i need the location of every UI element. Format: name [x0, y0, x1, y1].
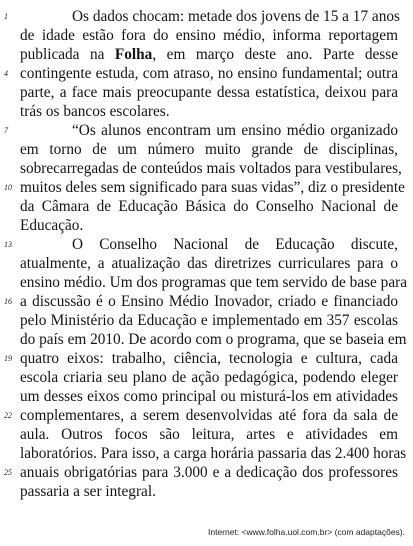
text-line: escola criaria seu plano de ação pedagógica, podendo eleger	[20, 369, 398, 386]
line-number: 25	[4, 468, 12, 477]
line-number: 19	[4, 354, 12, 363]
line-number: 13	[4, 240, 12, 249]
line-number: 10	[4, 183, 12, 192]
text-line: sobrecarregadas de conteúdos mais voltados para vestibulares,	[20, 160, 402, 177]
text-line: Educação.	[20, 217, 84, 234]
text-run: publicada na	[20, 46, 115, 63]
line-number: 4	[4, 69, 8, 78]
line-number: 1	[4, 12, 8, 21]
line-number: 7	[4, 126, 8, 135]
text-line: da Câmara de Educação Básica do Conselho Nacional de	[20, 198, 398, 215]
text-line: laboratórios. Para isso, a carga horária passaria das 2.400 horas	[20, 445, 407, 462]
text-line: um desses eixos como principal ou misturá-los em atividades	[20, 388, 398, 405]
text-line: trás os bancos escolares.	[20, 103, 170, 120]
text-run: , em março deste ano. Parte desse	[152, 46, 398, 63]
text-line: complementares, a serem desenvolvidas até fora da sala de	[20, 407, 398, 424]
text-line: quatro eixos: trabalho, ciência, tecnologia e cultura, cada	[20, 350, 398, 367]
text-line	[20, 45, 398, 64]
text-line: contingente estuda, com atraso, no ensino fundamental; outra	[20, 65, 398, 82]
text-line: passaria a ser integral.	[20, 483, 156, 500]
text-line: parte, a face mais preocupante dessa estatística, deixou para	[20, 84, 398, 101]
text-line: anuais obrigatórias para 3.000 e a dedicação dos professores	[20, 464, 398, 481]
text-line: “Os alunos encontram um ensino médio organizado	[72, 122, 398, 139]
text-line: de idade estão fora do ensino médio, informa reportagem	[20, 27, 398, 44]
text-line: do país em 2010. De acordo com o programa, que se baseia em	[20, 331, 407, 348]
line-number: 22	[4, 411, 12, 420]
text-line: atualmente, a atualização das diretrizes curriculares para o	[20, 255, 398, 272]
text-line: Os dados chocam: metade dos jovens de 15 a 17 anos	[72, 8, 400, 25]
text-line: muitos deles sem significado para suas vidas”, diz o presidente	[20, 179, 405, 196]
text-line: em torno de um número muito grande de disciplinas,	[20, 141, 398, 158]
text-line: pelo Ministério da Educação e implementado em 357 escolas	[20, 312, 398, 329]
line-number: 16	[4, 297, 12, 306]
text-line: ensino médio. Um dos programas que tem servido de base para	[20, 274, 407, 291]
text-line: a discussão é o Ensino Médio Inovador, criado e financiado	[20, 293, 398, 310]
text-line: aula. Outros focos são leitura, artes e atividades em	[20, 426, 398, 443]
text-line: O Conselho Nacional de Educação discute,	[72, 236, 398, 253]
source-citation: Internet: <www.folha.uol.com.br> (com adaptações).	[207, 527, 405, 537]
newspaper-name: Folha	[114, 46, 153, 63]
